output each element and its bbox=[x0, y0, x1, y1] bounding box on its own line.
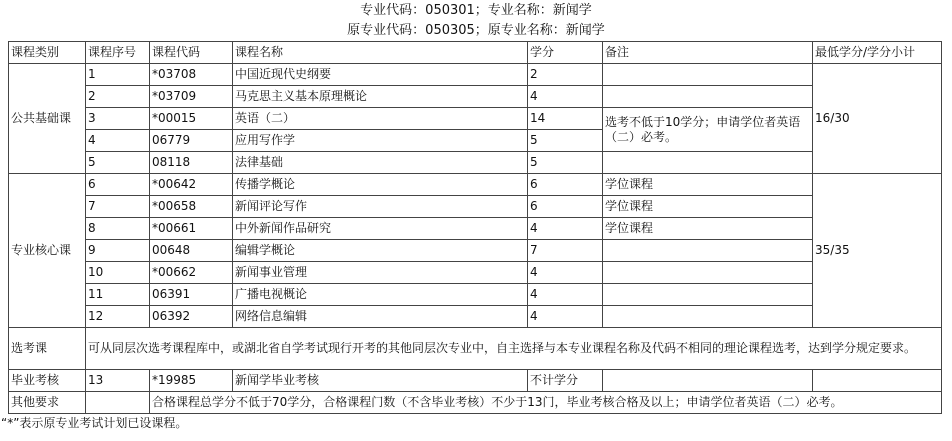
header-category: 课程类别 bbox=[9, 42, 86, 64]
credit-cell: 14 bbox=[528, 108, 603, 130]
category-cell: 选考课 bbox=[9, 328, 86, 370]
seq-cell: 1 bbox=[86, 64, 150, 86]
credit-cell: 不计学分 bbox=[528, 370, 603, 392]
name-cell: 传播学概论 bbox=[233, 174, 528, 196]
header-code: 课程代码 bbox=[150, 42, 233, 64]
code-cell: *00658 bbox=[150, 196, 233, 218]
seq-cell: 12 bbox=[86, 306, 150, 328]
credit-cell: 5 bbox=[528, 130, 603, 152]
name-cell: 网络信息编辑 bbox=[233, 306, 528, 328]
note-cell-merged: 选考不低于10学分；申请学位者英语（二）必考。 bbox=[603, 108, 813, 152]
table-row bbox=[9, 284, 942, 306]
table-row bbox=[9, 64, 942, 86]
code-cell: *03709 bbox=[150, 86, 233, 108]
credit-cell: 2 bbox=[528, 64, 603, 86]
note-cell bbox=[603, 284, 813, 306]
credit-cell: 6 bbox=[528, 174, 603, 196]
original-major-code-line: 原专业代码：050305；原专业名称：新闻学 bbox=[347, 23, 605, 38]
header-note: 备注 bbox=[603, 42, 813, 64]
course-plan-table bbox=[8, 41, 942, 414]
elective-text: 可从同层次选考课程库中，或湖北省自学考试现行开考的其他同层次专业中，自主选择与本专业课程名称及代码不相同的理论课程选考，达到学分规定要求。 bbox=[86, 328, 942, 370]
category-cell: 毕业考核 bbox=[9, 370, 86, 392]
seq-cell: 10 bbox=[86, 262, 150, 284]
code-cell: *03708 bbox=[150, 64, 233, 86]
seq-cell: 7 bbox=[86, 196, 150, 218]
credit-cell: 4 bbox=[528, 262, 603, 284]
table-row bbox=[9, 262, 942, 284]
seq-cell: 13 bbox=[86, 370, 150, 392]
name-cell: 新闻事业管理 bbox=[233, 262, 528, 284]
note-cell: 学位课程 bbox=[603, 196, 813, 218]
seq-cell: 2 bbox=[86, 86, 150, 108]
code-cell: 06392 bbox=[150, 306, 233, 328]
note-cell: 学位课程 bbox=[603, 174, 813, 196]
graduation-row bbox=[9, 370, 942, 392]
note-cell bbox=[603, 370, 813, 392]
code-cell: *00642 bbox=[150, 174, 233, 196]
category-cell: 专业核心课 bbox=[9, 174, 86, 328]
code-cell: *00015 bbox=[150, 108, 233, 130]
name-cell: 英语（二） bbox=[233, 108, 528, 130]
name-cell: 马克思主义基本原理概论 bbox=[233, 86, 528, 108]
credit-cell: 5 bbox=[528, 152, 603, 174]
credit-cell: 6 bbox=[528, 196, 603, 218]
table-row bbox=[9, 108, 942, 130]
credit-cell: 4 bbox=[528, 306, 603, 328]
other-requirements-row bbox=[9, 392, 942, 414]
category-cell: 公共基础课 bbox=[9, 64, 86, 174]
subtotal-cell: 16/30 bbox=[813, 64, 942, 174]
header-seq: 课程序号 bbox=[86, 42, 150, 64]
note-cell bbox=[603, 86, 813, 108]
table-row bbox=[9, 152, 942, 174]
note-cell bbox=[603, 64, 813, 86]
seq-cell: 9 bbox=[86, 240, 150, 262]
name-cell: 编辑学概论 bbox=[233, 240, 528, 262]
table-row bbox=[9, 86, 942, 108]
code-cell: 00648 bbox=[150, 240, 233, 262]
subtotal-cell bbox=[813, 370, 942, 392]
subtotal-cell: 35/35 bbox=[813, 174, 942, 328]
credit-cell: 4 bbox=[528, 86, 603, 108]
table-row bbox=[9, 174, 942, 196]
seq-cell: 8 bbox=[86, 218, 150, 240]
table-row bbox=[9, 240, 942, 262]
table-row bbox=[9, 306, 942, 328]
name-cell: 新闻评论写作 bbox=[233, 196, 528, 218]
name-cell: 广播电视概论 bbox=[233, 284, 528, 306]
code-cell: 06779 bbox=[150, 130, 233, 152]
seq-cell: 11 bbox=[86, 284, 150, 306]
code-cell: *00662 bbox=[150, 262, 233, 284]
seq-cell: 4 bbox=[86, 130, 150, 152]
table-row bbox=[9, 196, 942, 218]
note-cell bbox=[603, 306, 813, 328]
header-name: 课程名称 bbox=[233, 42, 528, 64]
name-cell: 应用写作学 bbox=[233, 130, 528, 152]
seq-cell: 3 bbox=[86, 108, 150, 130]
table-header-row bbox=[9, 42, 942, 64]
code-cell: *19985 bbox=[150, 370, 233, 392]
credit-cell: 4 bbox=[528, 218, 603, 240]
name-cell: 新闻学毕业考核 bbox=[233, 370, 528, 392]
seq-cell: 6 bbox=[86, 174, 150, 196]
major-code-line: 专业代码：050301；专业名称：新闻学 bbox=[360, 3, 592, 18]
credit-cell: 7 bbox=[528, 240, 603, 262]
note-cell bbox=[603, 240, 813, 262]
name-cell: 中外新闻作品研究 bbox=[233, 218, 528, 240]
note-cell bbox=[603, 262, 813, 284]
header-credit: 学分 bbox=[528, 42, 603, 64]
elective-row bbox=[9, 328, 942, 370]
empty-cell bbox=[86, 392, 150, 414]
category-cell: 其他要求 bbox=[9, 392, 86, 414]
table-row bbox=[9, 218, 942, 240]
seq-cell: 5 bbox=[86, 152, 150, 174]
note-cell bbox=[603, 152, 813, 174]
name-cell: 法律基础 bbox=[233, 152, 528, 174]
code-cell: 06391 bbox=[150, 284, 233, 306]
code-cell: 08118 bbox=[150, 152, 233, 174]
other-requirements-text: 合格课程总学分不低于70学分，合格课程门数（不含毕业考核）不少于13门，毕业考核合格及以上；申请学位者英语（二）必考。 bbox=[150, 392, 942, 414]
footnote: “*”表示原专业考试计划已设课程。 bbox=[1, 416, 188, 430]
note-cell: 学位课程 bbox=[603, 218, 813, 240]
code-cell: *00661 bbox=[150, 218, 233, 240]
name-cell: 中国近现代史纲要 bbox=[233, 64, 528, 86]
header-subtotal: 最低学分/学分小计 bbox=[813, 42, 942, 64]
credit-cell: 4 bbox=[528, 284, 603, 306]
